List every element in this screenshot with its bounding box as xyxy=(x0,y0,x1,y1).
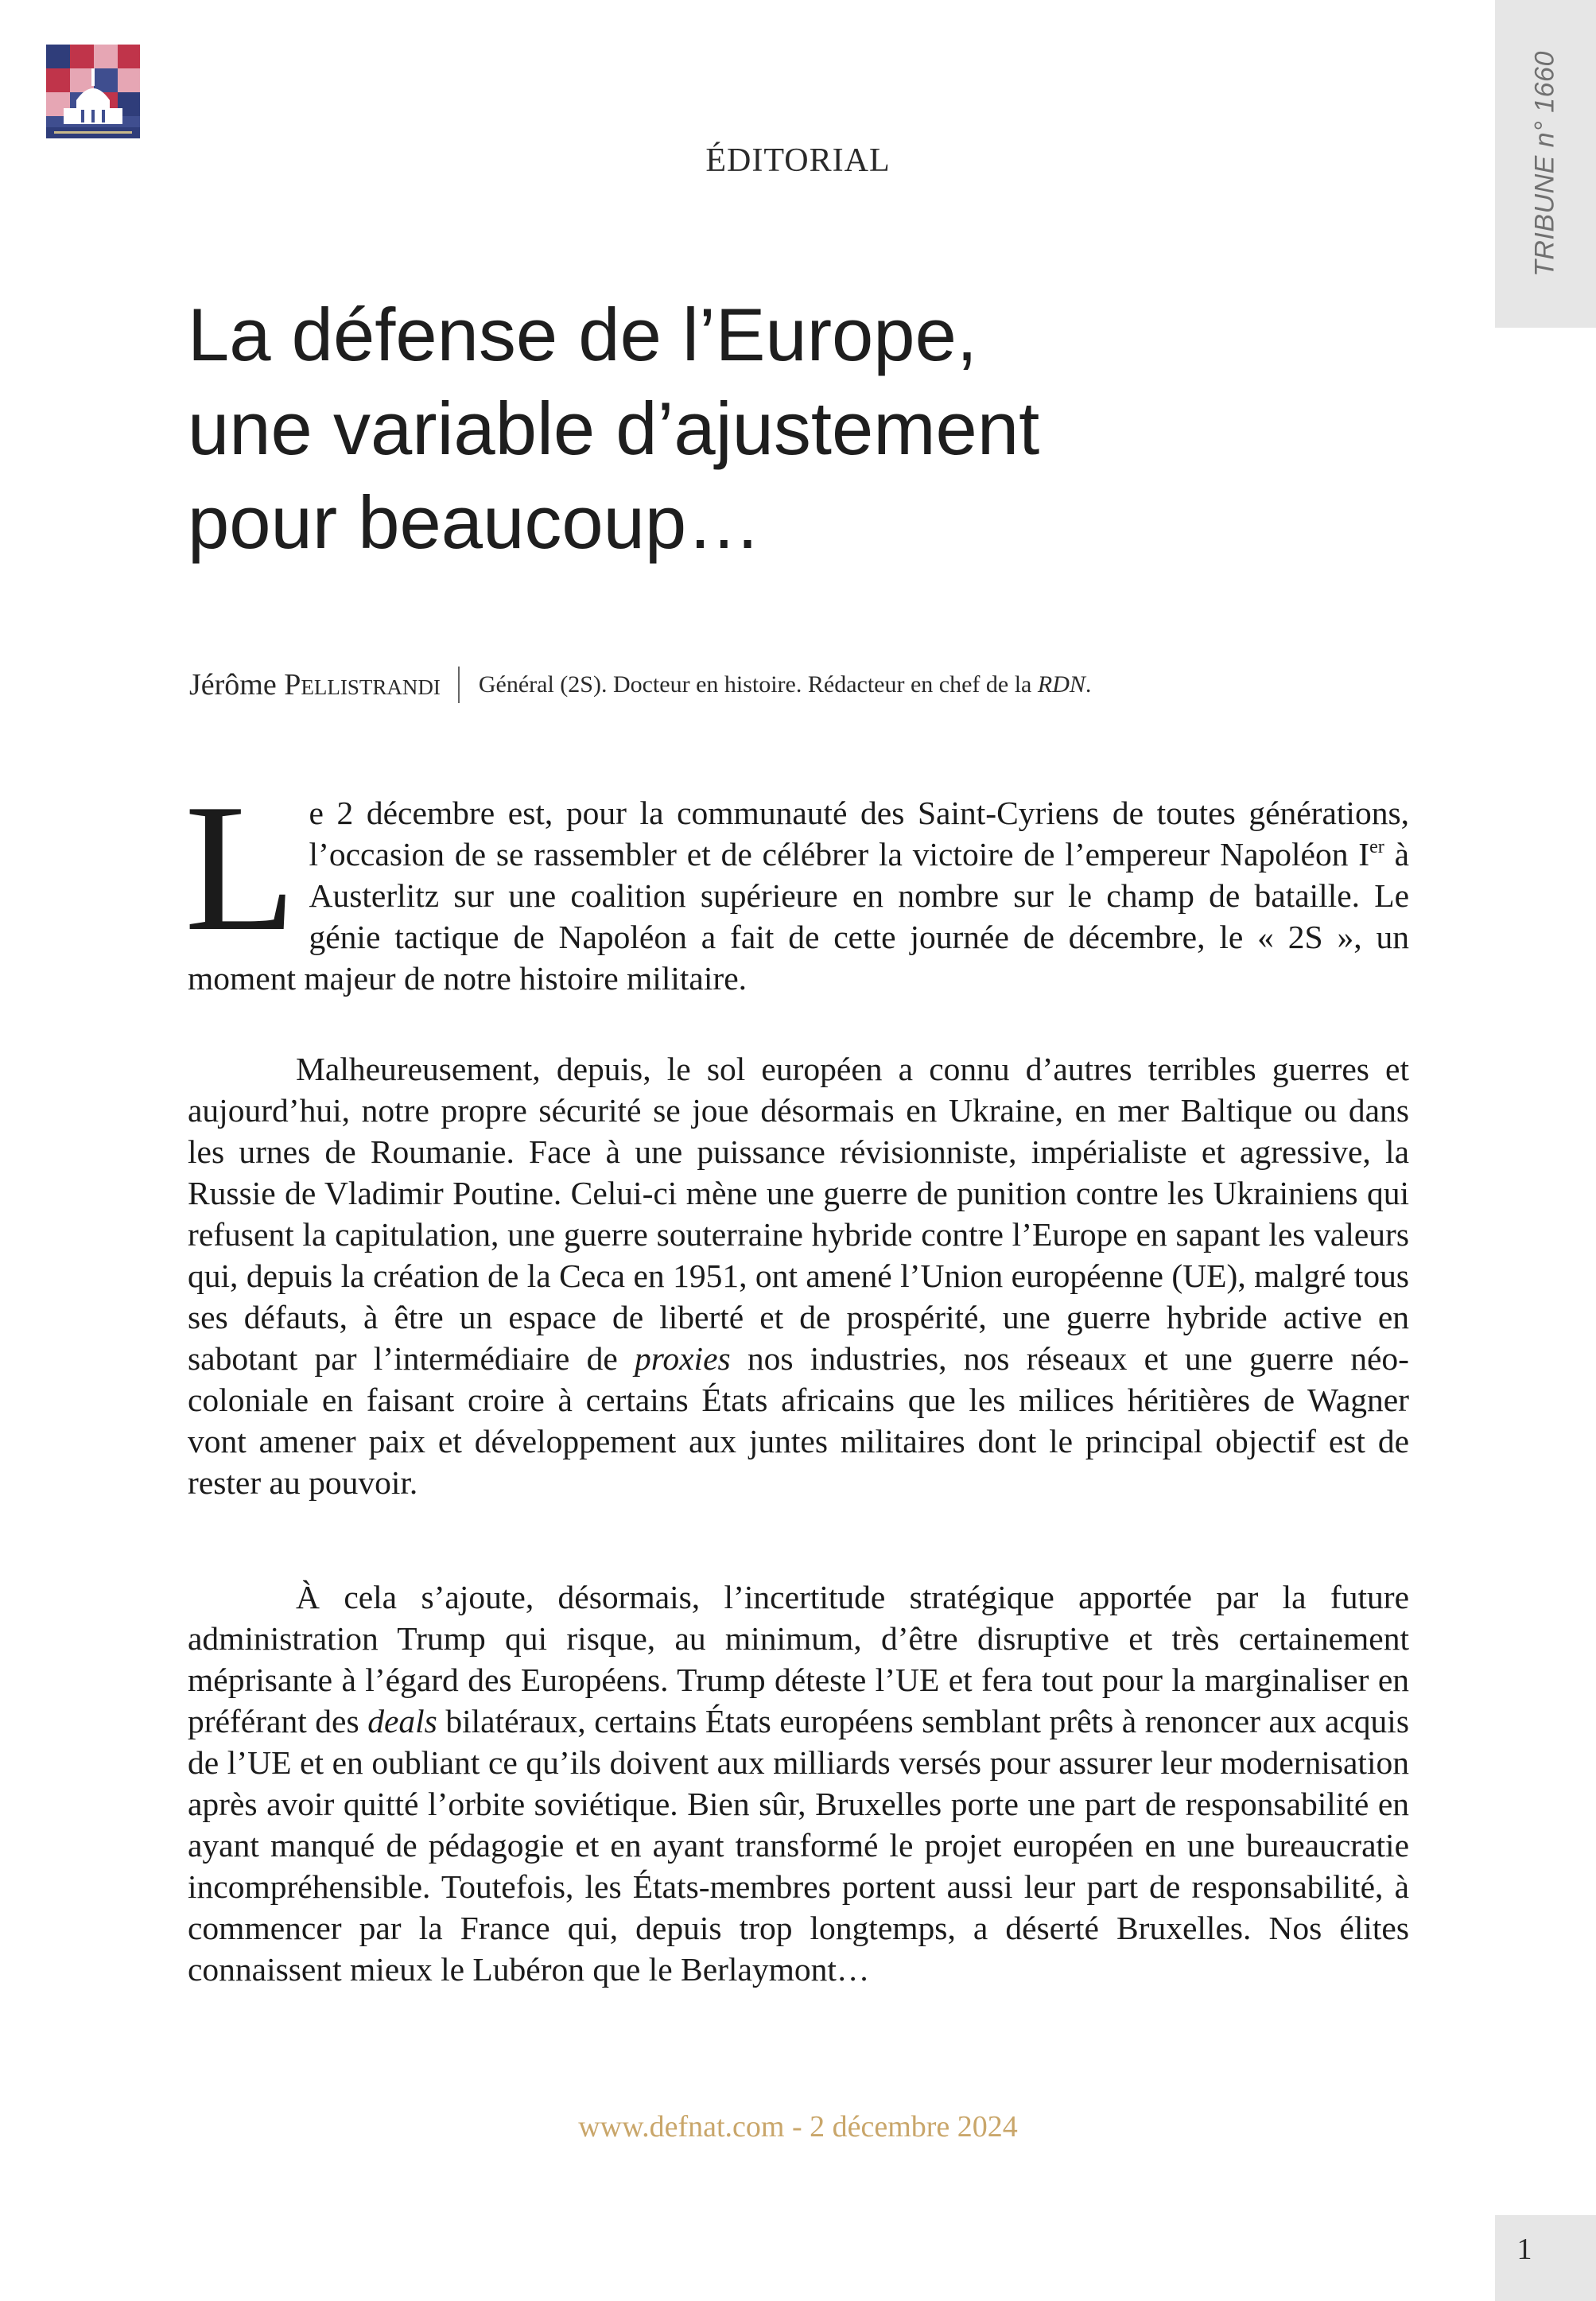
tribune-number-label: TRIBUNE n° 1660 xyxy=(1529,51,1560,277)
footer-url-date: www.defnat.com - 2 décembre 2024 xyxy=(578,2110,1018,2144)
author-name xyxy=(189,667,441,702)
paragraph-text: e 2 décembre est, pour la communauté des Saint-Cyriens de toutes générations, l’occasion de se rassembler et de célébrer la victoire de l’empereur Napoléon I xyxy=(309,795,1409,873)
author-desc-text: Général (2S). Docteur en histoire. Rédacteur en chef de la xyxy=(478,671,1032,698)
publication-logo-icon xyxy=(46,45,140,138)
paragraph-text: À cela s’ajoute, désormais, l’incertitude stratégique apportée par la future administration Trump qui risque, au minimum, d’être disruptive et très certainement méprisante à l’égard des Européens. Trump déteste l’UE et fera tout pour la marginaliser en préférant des xyxy=(188,1579,1409,1739)
paragraph-2 xyxy=(188,1048,1409,1503)
title-line: La défense de l’Europe, xyxy=(188,293,977,376)
page-number: 1 xyxy=(1516,2233,1532,2266)
italic-term: deals xyxy=(367,1703,437,1739)
paragraph-1 xyxy=(184,766,1410,999)
paragraph-text: bilatéraux, certains États européens semblant prêts à renoncer aux acquis de l’UE et en oubliant ce qu’ils doivent aux milliards versés pour assurer leur modernisation après avoir quitté l’orbite soviétique. Bien sûr, Bruxelles porte une part de responsabilité en ayant manqué de pédagogie et en ayant transformé le projet européen en une bureaucratie incompréhensible. Toutefois, les États-membres portent aussi leur part de responsabilité, à commencer par la France qui, depuis trop longtemps, a déserté Bruxelles. Nos élites connaissent mieux le Lubéron que le Berlaymont… xyxy=(188,1703,1409,1988)
author-last-name: Pellistrandi xyxy=(284,668,441,702)
author-desc-end: . xyxy=(1085,671,1092,698)
byline-divider xyxy=(458,667,460,703)
section-heading: ÉDITORIAL xyxy=(705,142,891,179)
author-description xyxy=(479,671,1092,698)
italic-term: proxies xyxy=(635,1340,731,1377)
author-first-name: Jérôme xyxy=(189,668,277,702)
title-line: une variable d’ajustement xyxy=(188,387,1040,470)
byline xyxy=(189,667,1091,703)
title-line: pour beaucoup… xyxy=(188,480,762,564)
author-desc-journal: RDN xyxy=(1037,671,1085,698)
paragraph-text: à Austerlitz sur une coalition supérieure en nombre sur le champ de bataille. Le génie tactique de Napoléon a fait de cette journée de décembre, le « 2S », un moment majeur de notre histoire militaire. xyxy=(188,836,1410,997)
drop-cap: L xyxy=(184,766,297,969)
superscript: er xyxy=(1369,837,1384,857)
paragraph-text: nos industries, nos réseaux et une guerre néo-coloniale en faisant croire à certains États africains que les milices héritières de Wagner vont amener paix et développement aux juntes militaires dont le principal objectif est de rester au pouvoir. xyxy=(188,1340,1409,1501)
paragraph-text: Malheureusement, depuis, le sol européen a connu d’autres terribles guerres et aujourd’hui, notre propre sécurité se joue désormais en Ukraine, en mer Baltique ou dans les urnes de Roumanie. Face à une puissance révisionniste, impérialiste et agressive, la Russie de Vladimir Poutine. Celui-ci mène une guerre de punition contre les Ukrainiens qui refusent la capitulation, une guerre souterraine hybride contre l’Europe en sapant les valeurs qui, depuis la création de la Ceca en 1951, ont amené l’Union européenne (UE), malgré tous ses défauts, à être un espace de liberté et de prospérité, une guerre hybride active en sabotant par l’intermédiaire de xyxy=(188,1051,1409,1377)
paragraph-3 xyxy=(188,1576,1409,1990)
article-title xyxy=(188,288,1380,569)
